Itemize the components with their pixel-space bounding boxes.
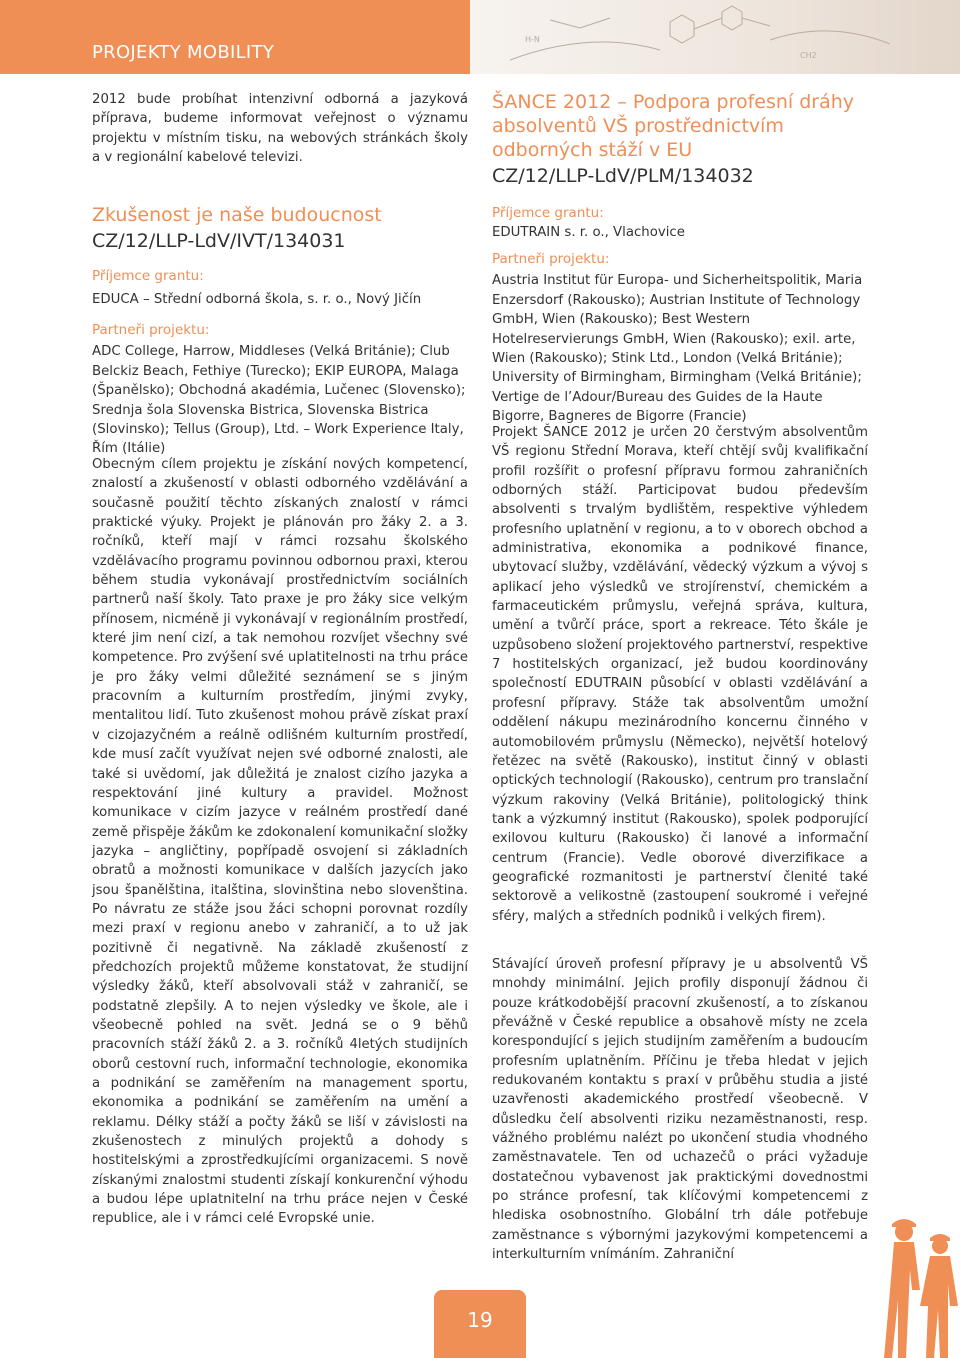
header-band (0, 0, 960, 74)
project1-recipient: EDUCA – Střední odborná škola, s. r. o., Nový Jičín (92, 292, 422, 307)
project2-partners-label: Partneři projektu: (492, 251, 610, 268)
project2-body-1 (492, 423, 868, 926)
svg-text:H-N: H-N (525, 35, 540, 44)
project2-header (492, 90, 868, 427)
project1-header (92, 203, 468, 459)
project1-body-text: Obecným cílem projektu je získání nových kompetencí, znalostí a zkušeností v oblasti odborného vzdělávání a současně použití těchto získaných znalostí v rámci praktické výuky. Projekt je plánován pro žáky 2. a 3. ročníků, kteří mají v rámci rozsahu školského vzdělávacího programu povinnou odbornou praxi, kterou během studia vykonávají prostřednictvím sociálních partnerů naší školy. Tato praxe je pro žáky sice velkým přínosem, nicméně ji vykonávají v regionálním prostředí, které jim není cizí, a tak nemohou rozvíjet všechny své kompetence. Pro zvýšení své uplatitelnosti na trhu práce je pro žáky velmi důležité seznámení se s jiným pracovním a kulturním prostředím, jinými zvyky, mentalitou lidí. Tuto zkušenost mohou právě získat praxí v cizojazyčném a reálně odlišném kulturním prostředí, kde musí začít využívat nejen své odborné znalosti, ale také si uvědomí, jak důležitá je znalost cizího jazyka a respektování jiné kultury a pravidel. Možnost komunikace v cizím jazyce v reálném prostředí dané země přispěje žákům ke zdokonalení komunikační složky jazyka – angličtiny, popřípadě osvojení si základních obratů a možnosti komunikace v dalších jazycích jako jsou španělština, italština, slovinština nebo slovenština. Po návratu ze stáže jsou žáci schopni porovnat rozdíly mezi praxí v regionu anebo v zahraničí, a to už jak pozitivně či negativně. Na základě zkušeností z předchozích projektů můžeme konstatovat, že studijní výsledky žáků, kteří absolvovali stáž v zahraničí, se podstatně zlepšily. A to nejen výsledky ve škole, ale i všeobecně pohled na svět. Jedná se o 9 běhů pracovních stáží žáků 2. a 3. ročníků 4letých studijních oborů cestovní ruch, informační technologie, ekonomika a podnikání se zaměřením na management sportu, ekonomika a podnikání se zaměřením na umění a reklamu. Délky stáží a počty žáků se liší v závislosti na zkušenostech z minulých projektů a dohody s hostitelskými a zprostředkujícími organizacemi. S nově získanými znalostmi studenti získají konkurenční výhodu a budou lépe uplatnitelní na trhu práce nejen v České republice, ale i v rámci celé Evropské unie. (92, 457, 468, 1227)
project1-title: Zkušenost je naše budoucnost (92, 204, 382, 226)
project2-recipient: EDUTRAIN s. r. o., Vlachovice (492, 225, 685, 240)
section-title: PROJEKTY MOBILITY (92, 42, 275, 63)
project2-title: ŠANCE 2012 – Podpora profesní dráhy absolventů VŠ prostřednictvím odborných stáží v EU (492, 91, 855, 161)
intro-text: 2012 bude probíhat intenzivní odborná a jazyková příprava, budeme informovat veřejnost o významu projektu v místním tisku, na webových stránkách školy a v regionální kabelové televizi. (92, 92, 468, 166)
workers-illustration-icon (870, 1210, 960, 1358)
chemical-sketch-icon (470, 0, 960, 74)
project1-partners: ADC College, Harrow, Middleses (Velká Británie); Club Belckiz Beach, Fethiye (Turecko); EKIP EUROPA, Malaga (Španělsko); Obchodná akadémia, Lučenec (Slovensko); Srednja šola Slovenska Bistrica, Slovenska Bistrica (Slovinsko); Tellus (Group), Ltd. – Work Experience Italy, Řím (Itálie) (92, 344, 466, 457)
project2-code: CZ/12/LLP-LdV/PLM/134032 (492, 165, 754, 187)
project1-body (92, 455, 468, 1229)
project2-partners: Austria Institut für Europa- und Sicherheitspolitik, Maria Enzersdorf (Rakousko); Austrian Institute of Technology GmbH, Wien (Rakousko); Best Western Hotelreservierungs GmbH, Wien (Rakousko); exil. arte, Wien (Rakousko); Stink Ltd., London (Velká Británie); University of Birmingham, Birmingham (Velká Británie); Vertige de l’Adour/Bureau des Guides de la Haute Bigorre, Bagneres de Bigorre (Francie) (492, 273, 863, 425)
project2-body-1-text: Projekt ŠANCE 2012 je určen 20 čerstvým absolventům VŠ regionu Střední Morava, kteří chtějí svůj kvalifikační profil rozšířit o profesní přípravu formou zahraničních odborných stáží. Participovat budou především absolventi s trvalým bydlištěm, respektive výhledem profesního uplatnění v regionu, a to v oborech obchod a administrativa, ekonomika a podnikové finance, ubytovací služby, vzdělávání, vědecký výzkum a vývoj s aplikací jeho výsledků ve strojírenství, chemickém a farmaceutickém průmyslu, veřejná správa, kultura, umění a tvůrčí práce, sport a rekreace. Této škále je uzpůsobeno složení projektového partnerství, respektive 7 hostitelských organizací, jež budou koordinovány společností EDUTRAIN působící v oblasti vzdělávání a profesní přípravy. Stáže tak absolventům umožní oddělení nákupu mezinárodního koncernu činného v automobilovém průmyslu (Německo), největší hotelový řetězec na světě (Rakousko), institut činný v oblasti optických technologií (Rakousko), centrum pro translační výzkum rakoviny (Velká Británie), politologický think tank a výzkumný institut (Rakousko), spolek podporující exilovou kulturu (Rakousko) či lanové a informační centrum (Francie). Vedle oborové diverzifikace a geografické rozmanitosti je partnerství členité také sektorově a velikostně (zastoupení soukromé i veřejné sféry, malých a středních podniků i velkých firem). (492, 425, 868, 924)
header-decorative-image (470, 0, 960, 74)
project2-recipient-label: Příjemce grantu: (492, 205, 604, 221)
project1-recipient-label: Příjemce grantu: (92, 268, 204, 284)
project2-body-2 (492, 955, 868, 1265)
project1-code: CZ/12/LLP-LdV/IVT/134031 (92, 230, 346, 252)
intro-paragraph (92, 90, 468, 168)
svg-text:CH2: CH2 (800, 51, 817, 60)
project2-body-2-text: Stávající úroveň profesní přípravy je u absolventů VŠ mnohdy minimální. Jejich profily disponují žádnou či pouze krátkodobější pracovní zkušeností, a to získanou převážně v České republice a obsahově místy ne zcela korespondující s jejich studijním zaměřením a budoucím profesním uplatněním. Příčinu je třeba hledat v jejich redukovaném kontaktu s praxí v průběhu studia a jisté uzavřenosti akademického prostředí všeobecně. V důsledku čelí absolventi riziku nezaměstnanosti, resp. vážného problému nalézt po ukončení studia vhodného zaměstnavatele. Ten od uchazečů o práci vyžaduje dostatečnou vybavenost jak praktickými dovednostmi po stránce profesní, tak klíčovými kompetencemi z hlediska osobnostního. Globální trh dále potřebuje zaměstnance s výbornými jazykovými kompetencemi a interkulturním vnímáním. Zahraniční (492, 957, 868, 1263)
page-number: 19 (467, 1308, 493, 1332)
project1-partners-label: Partneři projektu: (92, 322, 210, 339)
